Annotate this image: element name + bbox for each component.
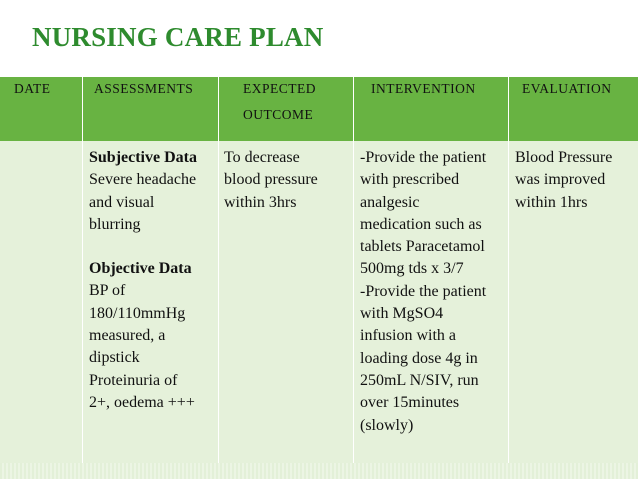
header-assessments-label: ASSESSMENTS bbox=[94, 81, 194, 96]
divider bbox=[353, 141, 354, 463]
table-header-row bbox=[0, 77, 638, 141]
subjective-heading: Subjective Data bbox=[89, 149, 197, 166]
header-evaluation bbox=[509, 77, 638, 141]
objective-heading: Objective Data bbox=[89, 260, 192, 278]
cell-evaluation bbox=[509, 141, 638, 463]
header-expected-label-2: OUTCOME bbox=[243, 107, 314, 122]
header-intervention bbox=[354, 77, 508, 141]
subjective-text: Severe headache and visual blurring bbox=[89, 171, 197, 233]
header-date bbox=[0, 77, 82, 141]
divider bbox=[218, 141, 219, 463]
divider bbox=[82, 141, 83, 463]
cell-assessments bbox=[83, 141, 218, 463]
header-evaluation-label: EVALUATION bbox=[522, 81, 612, 96]
table-row bbox=[0, 141, 638, 463]
footer-texture bbox=[0, 463, 638, 479]
intervention-text: -Provide the patient with prescribed analgesic medication such as tablets Paracetamol 500mg tds x 3/7 -Provide the patient with MgSO4 infusion with a loading dose 4g in 250mL N/SIV, run over 15minutes (slowly) bbox=[360, 149, 487, 434]
divider bbox=[353, 77, 354, 141]
page-title: NURSING CARE PLAN bbox=[32, 22, 324, 52]
care-plan-table bbox=[0, 77, 638, 463]
header-date-label: DATE bbox=[14, 81, 51, 96]
header-expected-outcome bbox=[219, 77, 353, 141]
header-expected-label-1: EXPECTED bbox=[243, 81, 316, 96]
expected-outcome-text: To decrease blood pressure within 3hrs bbox=[224, 149, 318, 211]
divider bbox=[82, 77, 83, 141]
objective-text: BP of 180/110mmHg measured, a dipstick Proteinuria of 2+, oedema +++ bbox=[89, 282, 195, 411]
divider bbox=[218, 77, 219, 141]
cell-date bbox=[0, 141, 82, 463]
cell-expected-outcome bbox=[219, 141, 353, 463]
header-assessments bbox=[83, 77, 218, 141]
footer-decoration bbox=[0, 463, 638, 479]
header-intervention-label: INTERVENTION bbox=[371, 81, 476, 96]
evaluation-text: Blood Pressure was improved within 1hrs bbox=[515, 149, 613, 211]
cell-intervention bbox=[354, 141, 508, 463]
divider bbox=[508, 77, 509, 141]
divider bbox=[508, 141, 509, 463]
